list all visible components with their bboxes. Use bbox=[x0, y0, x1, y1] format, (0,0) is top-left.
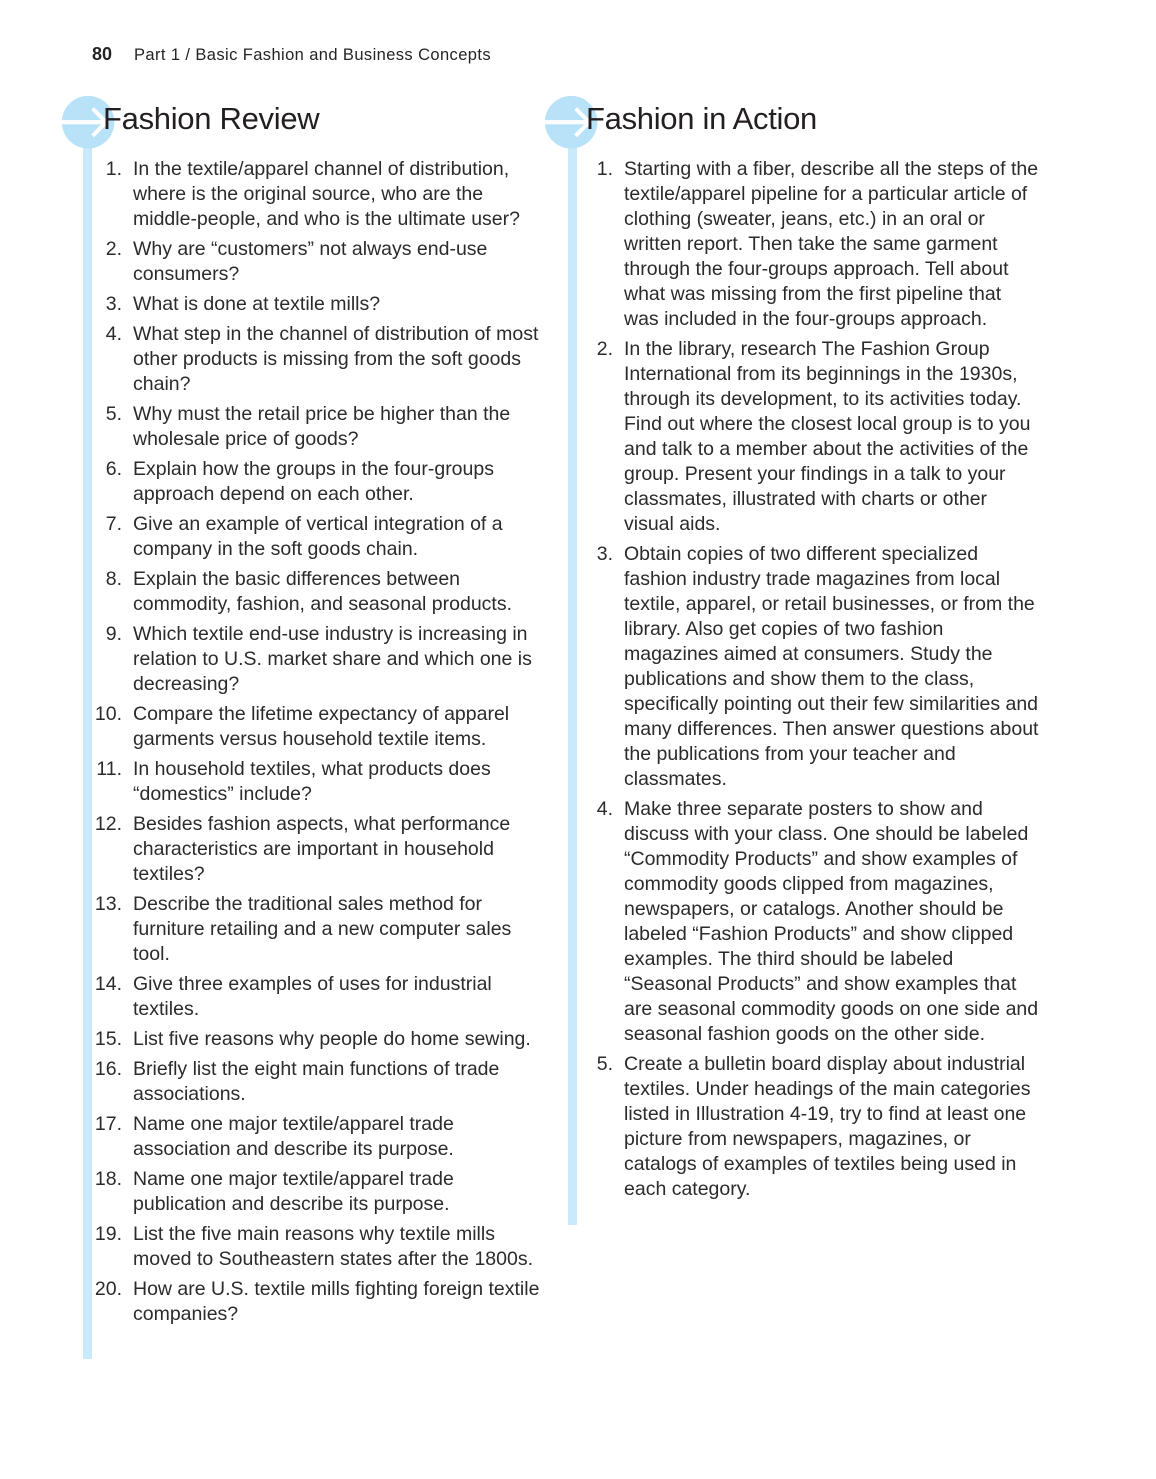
part-title: Part 1 / Basic Fashion and Business Concepts bbox=[134, 46, 491, 64]
list-item: 11. In household textiles, what products does “domestics” include? bbox=[96, 758, 491, 805]
list-item: 14. Give three examples of uses for industrial textiles. bbox=[94, 973, 492, 1020]
section-fashion-in-action bbox=[543, 95, 1040, 1202]
list-item: 2. In the library, research The Fashion Group International from its beginnings in the 1930s, through its development, to its activities today. Find out where the closest local group is to you and talk to a member about the activities of the group. Present your findings in a talk to your classmates, illustrated with charts or other visual aids. bbox=[596, 338, 1031, 535]
section-heading bbox=[60, 95, 546, 152]
list-item: 5. Why must the retail price be higher than the wholesale price of goods? bbox=[105, 403, 511, 450]
question-list bbox=[60, 157, 546, 1327]
list-item: 17. Name one major textile/apparel trade association and describe its purpose. bbox=[94, 1113, 454, 1160]
list-item: 13. Describe the traditional sales method for furniture retailing and a new computer sales tool. bbox=[94, 893, 512, 965]
section-heading bbox=[543, 95, 1040, 152]
section-title: Fashion Review bbox=[103, 101, 320, 136]
list-item: 8. Explain the basic differences between commodity, fashion, and seasonal products. bbox=[105, 568, 513, 615]
running-header bbox=[92, 44, 491, 65]
list-item: 4. Make three separate posters to show and discuss with your class. One should be labeled “Commodity Products” and show examples of commodity goods clipped from magazines, newspapers, or catalogs. Another should be labeled “Fashion Products” and show clipped examples. The third should be labeled “Seasonal Products” and show examples that are seasonal commodity goods on one side and seasonal fashion goods on the other side. bbox=[596, 798, 1039, 1045]
list-item: 6. Explain how the groups in the four-groups approach depend on each other. bbox=[105, 458, 494, 505]
list-item: 3. What is done at textile mills? bbox=[105, 293, 381, 315]
list-item: 16. Briefly list the eight main functions of trade associations. bbox=[94, 1058, 500, 1105]
list-item: 1. In the textile/apparel channel of distribution, where is the original source, who are the middle-people, and who is the ultimate user? bbox=[105, 158, 520, 230]
list-item: 5. Create a bulletin board display about industrial textiles. Under headings of the main categories listed in Illustration 4-19, try to find at least one picture from newspapers, magazines, or catalogs of examples of textiles being used in each category. bbox=[596, 1053, 1031, 1200]
list-item: 20. How are U.S. textile mills fighting foreign textile companies? bbox=[94, 1278, 540, 1325]
list-item: 1. Starting with a fiber, describe all the steps of the textile/apparel pipeline for a particular article of clothing (sweater, jeans, etc.) in an oral or written report. Then take the same garment through the four-groups approach. Tell about what was missing from the first pipeline that was included in the four-groups approach. bbox=[596, 158, 1039, 330]
list-item: 3. Obtain copies of two different specialized fashion industry trade magazines from local textile, apparel, or retail businesses, or from the library. Also get copies of two fashion magazines aimed at consumers. Study the publications and show them to the class, specifically pointing out their few similarities and many differences. Then answer questions about the publications from your teacher and classmates. bbox=[596, 543, 1039, 790]
page-number: 80 bbox=[92, 44, 113, 64]
list-item: 15. List five reasons why people do home sewing. bbox=[94, 1028, 531, 1050]
list-item: 2. Why are “customers” not always end-use consumers? bbox=[105, 238, 488, 285]
list-item: 10. Compare the lifetime expectancy of apparel garments versus household textile items. bbox=[94, 703, 510, 750]
list-item: 4. What step in the channel of distribution of most other products is missing from the soft goods chain? bbox=[105, 323, 539, 395]
list-item: 18. Name one major textile/apparel trade publication and describe its purpose. bbox=[94, 1168, 454, 1215]
list-item: 19. List the five main reasons why textile mills moved to Southeastern states after the 1800s. bbox=[94, 1223, 533, 1270]
section-title: Fashion in Action bbox=[586, 101, 817, 136]
activity-list bbox=[543, 157, 1040, 1202]
section-fashion-review bbox=[60, 95, 546, 1327]
list-item: 7. Give an example of vertical integration of a company in the soft goods chain. bbox=[105, 513, 503, 560]
list-item: 12. Besides fashion aspects, what performance characteristics are important in household textiles? bbox=[94, 813, 511, 885]
list-item: 9. Which textile end-use industry is increasing in relation to U.S. market share and which one is decreasing? bbox=[105, 623, 532, 695]
